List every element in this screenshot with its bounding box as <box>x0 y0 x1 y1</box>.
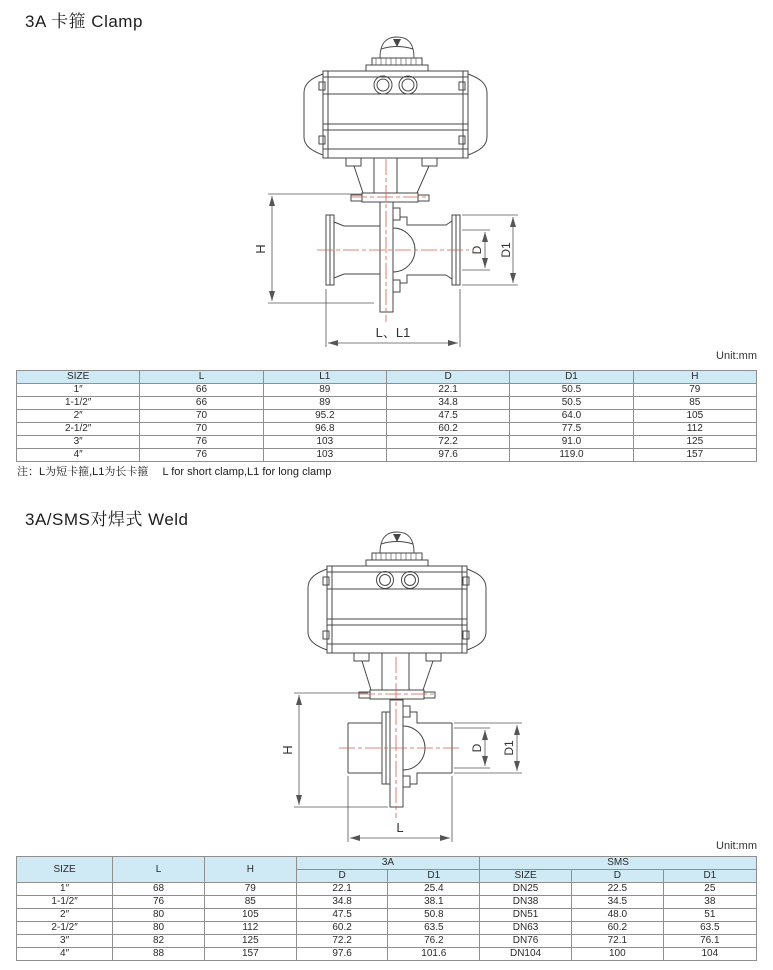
table-cell: 105 <box>204 909 296 922</box>
table-cell: 60.2 <box>296 922 388 935</box>
table-cell: 157 <box>633 449 756 462</box>
table-cell: 96.8 <box>263 423 386 436</box>
pneumatic-actuator <box>304 37 487 202</box>
table-cell: 76.1 <box>663 935 756 948</box>
col-header: D <box>386 371 509 384</box>
table-cell: 34.8 <box>386 397 509 410</box>
table-cell: 2″ <box>17 410 140 423</box>
table-cell: 119.0 <box>510 449 633 462</box>
table-cell: 2-1/2″ <box>17 922 113 935</box>
table-cell: 72.2 <box>296 935 388 948</box>
clamp-note: 注：L为短卡箍,L1为长卡箍 L for short clamp,L1 for long clamp <box>17 466 332 478</box>
table-cell: 3″ <box>17 935 113 948</box>
table-cell: 103 <box>263 436 386 449</box>
table-row <box>17 449 757 462</box>
valve-center-flange <box>380 202 393 312</box>
table-cell: 22.5 <box>571 883 663 896</box>
table-row <box>17 410 757 423</box>
mounting-flange <box>362 193 418 202</box>
actuator-body <box>327 566 467 653</box>
col-header: SIZE <box>17 371 140 384</box>
mounting-flange <box>370 690 424 699</box>
table-row <box>17 397 757 410</box>
table-cell: 77.5 <box>510 423 633 436</box>
table-cell: 76 <box>113 896 205 909</box>
table-cell: 51 <box>663 909 756 922</box>
weld-valve-drawing <box>242 520 582 855</box>
actuator-end-cap-left <box>304 74 323 155</box>
valve-body-weld <box>348 700 452 807</box>
table-cell: 34.5 <box>571 896 663 909</box>
table-cell: DN38 <box>480 896 572 909</box>
col-header: L <box>113 857 205 883</box>
table-cell: 1″ <box>17 883 113 896</box>
table-cell: 63.5 <box>663 922 756 935</box>
table-cell: 72.1 <box>571 935 663 948</box>
table-row <box>17 436 757 449</box>
indicator-arrow-icon <box>393 534 401 542</box>
table-cell: 1″ <box>17 384 140 397</box>
table-cell: 88 <box>113 948 205 961</box>
dim-label-l: L、L1 <box>375 325 411 340</box>
table-cell: 95.2 <box>263 410 386 423</box>
indicator-arrow-icon <box>393 39 401 47</box>
dim-label-l: L <box>396 820 404 835</box>
table-cell: 112 <box>204 922 296 935</box>
table-cell: 25.4 <box>388 883 480 896</box>
col-header-group-3a: 3A <box>296 857 480 870</box>
table-row <box>17 883 757 896</box>
table-row <box>17 922 757 935</box>
centerlines <box>339 657 462 818</box>
table-cell: 66 <box>140 384 263 397</box>
table-cell: 34.8 <box>296 896 388 909</box>
dimension-lines <box>294 693 522 842</box>
dim-label-d1: D1 <box>502 740 516 756</box>
table-cell: 125 <box>204 935 296 948</box>
table-cell: 157 <box>204 948 296 961</box>
table-cell: 4″ <box>17 449 140 462</box>
table-cell: 80 <box>113 909 205 922</box>
table-cell: DN51 <box>480 909 572 922</box>
table-cell: 3″ <box>17 436 140 449</box>
table-cell: 97.6 <box>386 449 509 462</box>
table-cell: 70 <box>140 410 263 423</box>
clamp-valve-drawing <box>222 25 562 360</box>
col-header: H <box>204 857 296 883</box>
col-header: D <box>571 870 663 883</box>
table-cell: 72.2 <box>386 436 509 449</box>
table-cell: 101.6 <box>388 948 480 961</box>
table-cell: 25 <box>663 883 756 896</box>
col-header: SIZE <box>480 870 572 883</box>
table-cell: 50.5 <box>510 397 633 410</box>
clamp-dimension-table <box>16 370 757 462</box>
table-row <box>17 423 757 436</box>
table-cell: 125 <box>633 436 756 449</box>
dim-label-d: D <box>470 245 484 255</box>
table-cell: 47.5 <box>296 909 388 922</box>
unit-label-2: Unit:mm <box>716 840 757 852</box>
col-header-group-sms: SMS <box>480 857 757 870</box>
dim-label-h: H <box>280 745 295 755</box>
table-cell: 38 <box>663 896 756 909</box>
table-cell: 103 <box>263 449 386 462</box>
col-header: D1 <box>388 870 480 883</box>
table-cell: 22.1 <box>386 384 509 397</box>
table-cell: 91.0 <box>510 436 633 449</box>
table-cell: 64.0 <box>510 410 633 423</box>
table-cell: 2″ <box>17 909 113 922</box>
table-cell: DN104 <box>480 948 572 961</box>
table-cell: DN25 <box>480 883 572 896</box>
table-cell: 76.2 <box>388 935 480 948</box>
table-header-row <box>17 857 757 870</box>
table-cell: 100 <box>571 948 663 961</box>
table-cell: 48.0 <box>571 909 663 922</box>
table-cell: 80 <box>113 922 205 935</box>
table-cell: 66 <box>140 397 263 410</box>
table-row <box>17 909 757 922</box>
table-cell: 79 <box>204 883 296 896</box>
unit-label-1: Unit:mm <box>716 350 757 362</box>
actuator-body <box>323 71 468 158</box>
table-cell: 79 <box>633 384 756 397</box>
table-cell: 60.2 <box>571 922 663 935</box>
table-cell: 63.5 <box>388 922 480 935</box>
dim-label-h: H <box>253 244 268 254</box>
table-cell: 22.1 <box>296 883 388 896</box>
col-header: L <box>140 371 263 384</box>
table-cell: 85 <box>633 397 756 410</box>
weld-dimension-table <box>16 856 757 961</box>
table-cell: 89 <box>263 384 386 397</box>
valve-center-flange <box>390 700 403 807</box>
col-header: H <box>633 371 756 384</box>
col-header: L1 <box>263 371 386 384</box>
table-cell: 1-1/2″ <box>17 896 113 909</box>
table-cell: DN76 <box>480 935 572 948</box>
col-header: D1 <box>663 870 756 883</box>
section2-title: 3A/SMS对焊式 Weld <box>25 510 189 529</box>
table-cell: 38.1 <box>388 896 480 909</box>
table-row <box>17 384 757 397</box>
table-cell: 4″ <box>17 948 113 961</box>
table-cell: 97.6 <box>296 948 388 961</box>
table-row <box>17 896 757 909</box>
table-cell: 70 <box>140 423 263 436</box>
table-cell: 85 <box>204 896 296 909</box>
actuator-end-cap-right <box>468 74 487 155</box>
table-cell: 60.2 <box>386 423 509 436</box>
actuator-end-cap-right <box>467 569 486 650</box>
section1-title: 3A 卡箍 Clamp <box>25 12 143 31</box>
table-cell: 112 <box>633 423 756 436</box>
table-cell: 47.5 <box>386 410 509 423</box>
table-cell: 50.5 <box>510 384 633 397</box>
table-cell: 68 <box>113 883 205 896</box>
col-header: D1 <box>510 371 633 384</box>
dim-label-d: D <box>470 743 484 753</box>
pneumatic-actuator <box>308 532 486 699</box>
table-header-row <box>17 371 757 384</box>
table-row <box>17 935 757 948</box>
col-header: SIZE <box>17 857 113 883</box>
table-cell: 105 <box>633 410 756 423</box>
table-cell: 82 <box>113 935 205 948</box>
dim-label-d1: D1 <box>499 242 513 258</box>
table-cell: 1-1/2″ <box>17 397 140 410</box>
table-cell: 2-1/2″ <box>17 423 140 436</box>
valve-body-clamp <box>326 202 460 312</box>
table-cell: 76 <box>140 436 263 449</box>
table-cell: 89 <box>263 397 386 410</box>
col-header: D <box>296 870 388 883</box>
table-cell: 76 <box>140 449 263 462</box>
table-cell: DN63 <box>480 922 572 935</box>
table-row <box>17 948 757 961</box>
table-cell: 50.8 <box>388 909 480 922</box>
actuator-end-cap-left <box>308 569 327 650</box>
table-cell: 104 <box>663 948 756 961</box>
